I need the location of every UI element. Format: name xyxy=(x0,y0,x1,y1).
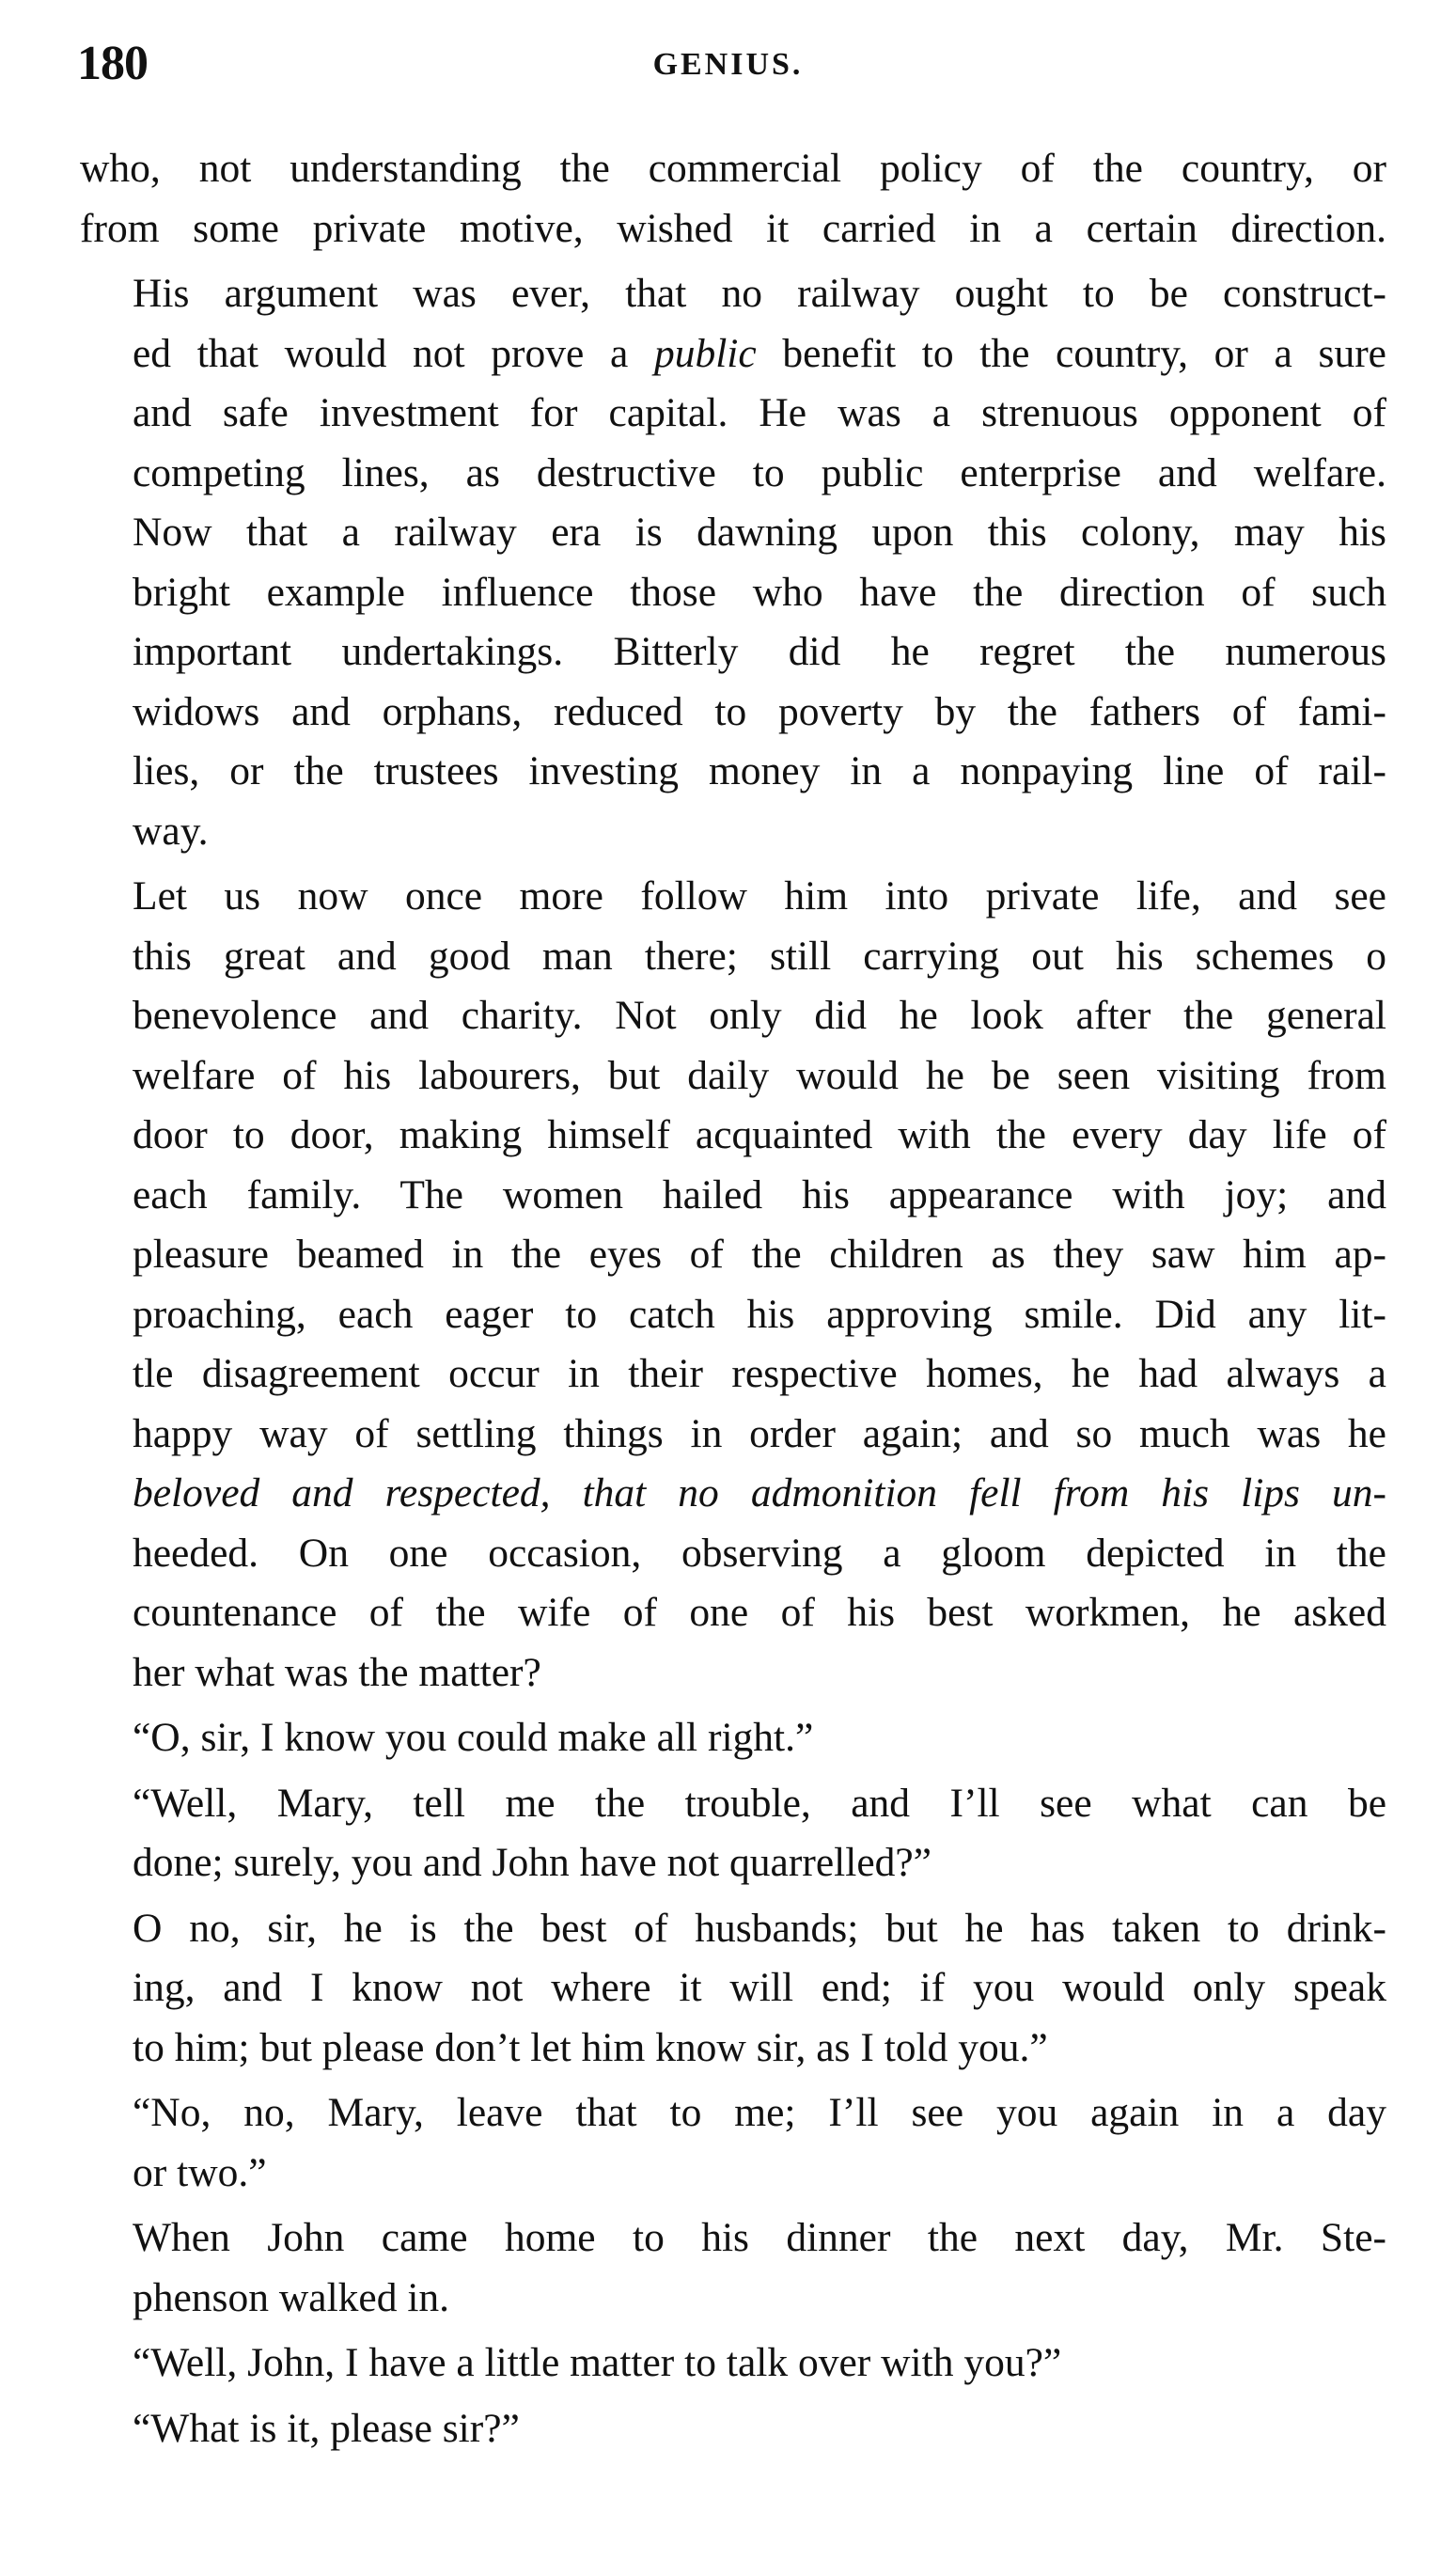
text-line: tle disagreement occur in their respective homes, he had always a xyxy=(133,1351,1386,1396)
paragraph xyxy=(80,2399,1386,2459)
paragraph xyxy=(80,1708,1386,1768)
text-line: ing, and I know not where it will end; if you would only speak xyxy=(133,1965,1386,2010)
italic-text: beloved and respected, that no admonition fell from his lips un- xyxy=(133,1470,1386,1516)
text-line: way. xyxy=(133,808,209,854)
text-line: phenson walked in. xyxy=(133,2274,450,2320)
text-line: “Well, John, I have a little matter to talk over with you?” xyxy=(133,2340,1062,2385)
paragraph xyxy=(80,139,1386,259)
text-line: bright example influence those who have the direction of such xyxy=(133,569,1386,615)
text-line: who, not understanding the commercial policy of the country, or xyxy=(80,146,1386,191)
paragraph xyxy=(80,2333,1386,2394)
text-line: countenance of the wife of one of his best workmen, he asked xyxy=(133,1590,1386,1635)
page-header xyxy=(77,36,1379,111)
paragraph xyxy=(80,2208,1386,2328)
paragraph xyxy=(80,264,1386,861)
text-line: or two.” xyxy=(133,2149,267,2195)
text-line: Now that a railway era is dawning upon this colony, may his xyxy=(133,510,1386,555)
text-line: happy way of settling things in order again; and so much was he xyxy=(133,1410,1386,1456)
page-number: 180 xyxy=(77,37,148,90)
text-line: heeded. On one occasion, observing a gloom depicted in the xyxy=(133,1530,1386,1576)
text-line: done; surely, you and John have not quarrelled?” xyxy=(133,1840,932,1885)
text-line xyxy=(80,1464,1386,1524)
text-line: O no, sir, he is the best of husbands; but he has taken to drink- xyxy=(133,1905,1386,1951)
text-line: and safe investment for capital. He was a strenuous opponent of xyxy=(133,390,1386,435)
text-line: welfare of his labourers, but daily would he be seen visiting from xyxy=(133,1052,1386,1098)
text-line: proaching, each eager to catch his approving smile. Did any lit- xyxy=(133,1291,1386,1337)
text-line: competing lines, as destructive to public enterprise and welfare. xyxy=(133,449,1386,495)
text-line: door to door, making himself acquainted with the every day life of xyxy=(133,1112,1386,1157)
text-line: “Well, Mary, tell me the trouble, and I’ll see what can be xyxy=(133,1780,1386,1826)
paragraph xyxy=(80,867,1386,1703)
text-line: “No, no, Mary, leave that to me; I’ll see you again in a day xyxy=(133,2090,1386,2135)
text-line: pleasure beamed in the eyes of the children as they saw him ap- xyxy=(133,1232,1386,1277)
text-line: When John came home to his dinner the next day, Mr. Ste- xyxy=(133,2215,1386,2260)
running-head: GENIUS. xyxy=(652,47,804,82)
body-text xyxy=(80,139,1386,2464)
text-line: His argument was ever, that no railway ought to be construct- xyxy=(133,271,1386,316)
text-line: “What is it, please sir?” xyxy=(133,2405,520,2451)
text-line: ed that would not prove a public benefit to the country, or a sure xyxy=(133,330,1386,376)
text-line: this great and good man there; still carrying out his schemes o xyxy=(133,933,1386,979)
text-line: benevolence and charity. Not only did he look after the general xyxy=(133,993,1386,1038)
paragraph xyxy=(80,1899,1386,2079)
paragraph xyxy=(80,2083,1386,2203)
text-line: Let us now once more follow him into private life, and see xyxy=(133,873,1386,919)
text-line: lies, or the trustees investing money in a nonpaying line of rail- xyxy=(133,748,1386,793)
text-line: to him; but please don’t let him know sir, as I told you.” xyxy=(133,2024,1048,2070)
text-line: widows and orphans, reduced to poverty by the fathers of fami- xyxy=(133,688,1386,734)
text-line: important undertakings. Bitterly did he regret the numerous xyxy=(133,629,1386,674)
paragraph xyxy=(80,1774,1386,1893)
text-line: each family. The women hailed his appearance with joy; and xyxy=(133,1171,1386,1217)
italic-text: public xyxy=(653,330,757,376)
text-line: from some private motive, wished it carried in a certain direction. xyxy=(80,205,1386,251)
text-line: her what was the matter? xyxy=(133,1649,541,1695)
text-line: “O, sir, I know you could make all right.” xyxy=(133,1715,814,1760)
